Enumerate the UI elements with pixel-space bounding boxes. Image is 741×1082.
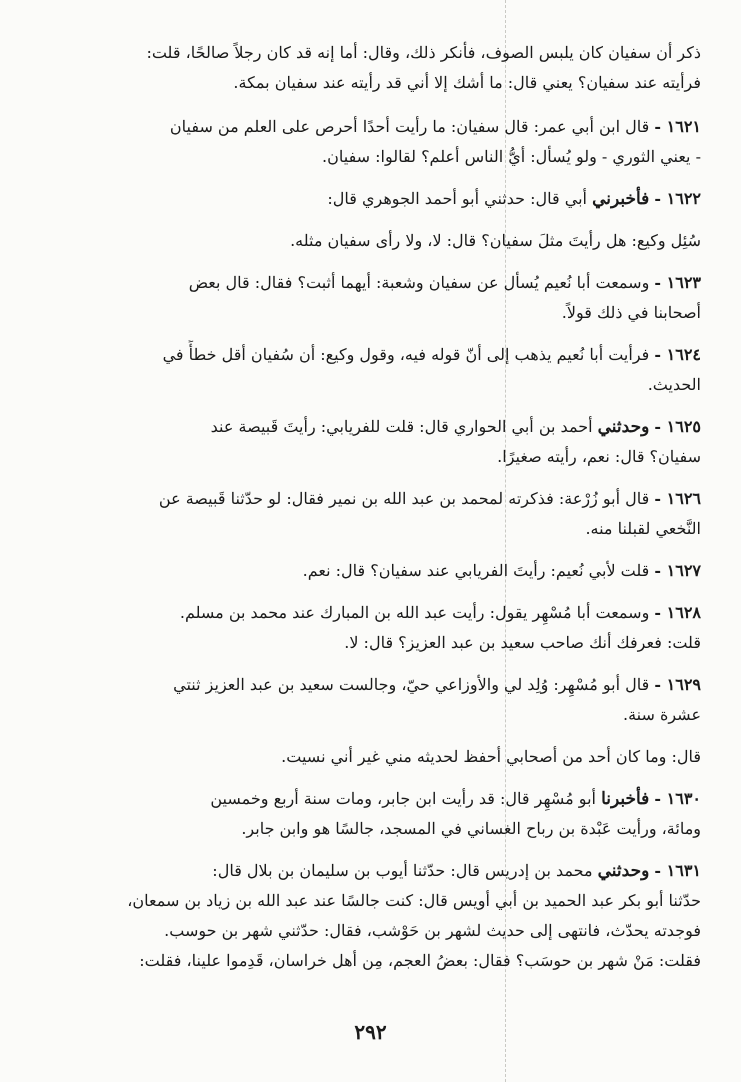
text-line: قال أبو زُرْعة: فذكرته لمحمد بن عبد الله بن نمير فقال: لو حدّثنا قَبيصة عن <box>158 489 650 508</box>
text-line: ذكر أن سفيان كان يلبس الصوف، فأنكر ذلك، وقال: أما إنه قد كان رجلاً صالحًا، قلت: <box>146 43 701 62</box>
text-line: فرأيت أبا نُعيم يذهب إلى أنّ قوله فيه، وقول وكيع: أن سُفيان أقل خطأً في <box>162 345 650 364</box>
entry-1631 <box>40 856 701 976</box>
entry-continuation <box>40 226 701 256</box>
page-text <box>40 38 701 988</box>
entry-continuation <box>40 742 701 772</box>
entry-number: ١٦٣٠ - <box>654 789 701 808</box>
entry-number: ١٦٢٥ - <box>654 417 701 436</box>
entry-number: ١٦٢٦ - <box>654 489 701 508</box>
entry-1627 <box>40 556 701 586</box>
entry-keyword: فأخبرني <box>592 189 650 209</box>
entry-1624 <box>40 340 701 400</box>
text-line: قال ابن أبي عمر: قال سفيان: ما رأيت أحدًا أحرص على العلم من سفيان <box>169 117 650 136</box>
entry-1623 <box>40 268 701 328</box>
entry-number: ١٦٢١ - <box>654 117 701 136</box>
entry-keyword: وحدثني <box>597 861 650 881</box>
text-line: حدّثنا أبو بكر عبد الحميد بن أبي أويس قال: كنت جالسًا عند عبد الله بن زياد بن سمعان، <box>127 891 701 910</box>
entry-1626 <box>40 484 701 544</box>
text-line: ومائة، ورأيت عَبْدة بن رباح الغساني في المسجد، جالسًا هو وابن جابر. <box>241 819 701 838</box>
entry-1628 <box>40 598 701 658</box>
text-line: أبو مُسْهِر قال: قد رأيت ابن جابر، ومات سنة أربع وخمسين <box>210 789 596 808</box>
text-line: قلت: فعرفك أنك صاحب سعيد بن عبد العزيز؟ قال: لا. <box>344 633 701 652</box>
entry-1622 <box>40 184 701 214</box>
entry-number: ١٦٢٤ - <box>654 345 701 364</box>
text-line: أحمد بن أبي الحواري قال: قلت للفريابي: رأيتَ قَبيصة عند <box>210 417 593 436</box>
text-line: سُئِل وكيع: هل رأيتَ مثلَ سفيان؟ قال: لا، ولا رأى سفيان مثله. <box>290 231 701 250</box>
entry-keyword: فأخبرنا <box>601 789 650 809</box>
entry-number: ١٦٣١ - <box>654 861 701 880</box>
text-line: سفيان؟ قال: نعم، رأيته صغيرًا. <box>497 447 701 466</box>
text-line: النَّخعي لقبلنا منه. <box>585 519 701 538</box>
entry-number: ١٦٢٧ - <box>654 561 701 580</box>
text-line: عشرة سنة. <box>622 705 701 724</box>
intro-paragraph <box>40 38 701 98</box>
text-line: وسمعت أبا مُسْهِر يقول: رأيت عبد الله بن المبارك عند محمد بن مسلم. <box>179 603 650 622</box>
entry-keyword: وحدثني <box>597 417 650 437</box>
text-line: أصحابنا في ذلك قولاً. <box>561 303 701 322</box>
entry-1621 <box>40 112 701 172</box>
entry-number: ١٦٢٩ - <box>654 675 701 694</box>
text-line: قال أبو مُسْهِر: وُلِد لي والأوزاعي حيّ، وجالست سعيد بن عبد العزيز ثنتي <box>173 675 650 694</box>
text-line: محمد بن إدريس قال: حدّثنا أيوب بن سليمان بن بلال قال: <box>212 861 593 880</box>
text-line: - يعني الثوري - ولو يُسأل: أيُّ الناس أعلم؟ لقالوا: سفيان. <box>322 147 701 166</box>
entry-1630 <box>40 784 701 844</box>
page-number: ٢٩٢ <box>354 1020 387 1044</box>
entry-number: ١٦٢٣ - <box>654 273 701 292</box>
text-line: الحديث. <box>647 375 701 394</box>
text-line: وسمعت أبا نُعيم يُسأل عن سفيان وشعبة: أيهما أثبت؟ فقال: قال بعض <box>188 273 650 292</box>
entry-1629 <box>40 670 701 730</box>
text-line: قلت لأبي نُعيم: رأيتَ الفريابي عند سفيان؟ قال: نعم. <box>302 561 650 580</box>
text-line: فرأيته عند سفيان؟ يعني قال: ما أشك إلا أني قد رأيته عند سفيان بمكة. <box>233 73 701 92</box>
text-line: فوجدته يحدّث، فانتهى إلى حديث لشهر بن حَوْشب، فقال: حدّثني شهر بن حوسب. <box>164 921 701 940</box>
text-line: قال: وما كان أحد من أصحابي أحفظ لحديثه مني غير أني نسيت. <box>281 747 701 766</box>
text-line: أبي قال: حدثني أبو أحمد الجوهري قال: <box>327 189 587 208</box>
entry-number: ١٦٢٨ - <box>654 603 701 622</box>
entry-1625 <box>40 412 701 472</box>
text-line: فقلت: مَنْ شهر بن حوسَب؟ فقال: بعضُ العجم، مِن أهل خراسان، قَدِموا علينا، فقلت: <box>139 951 701 970</box>
entry-number: ١٦٢٢ - <box>654 189 701 208</box>
